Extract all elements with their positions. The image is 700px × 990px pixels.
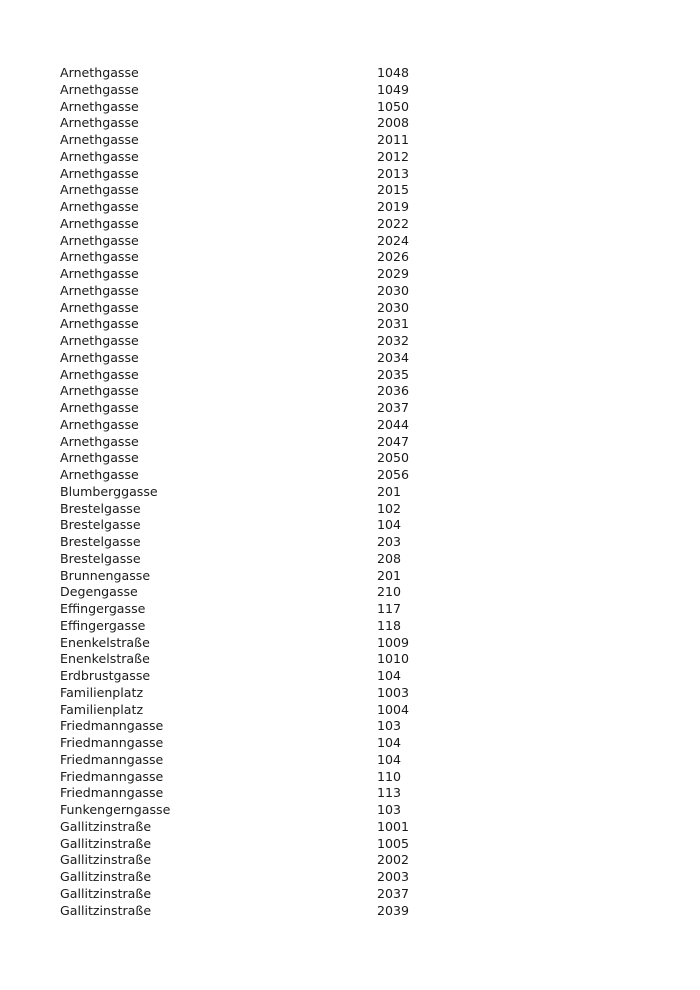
address-number: 2030 bbox=[377, 282, 410, 298]
address-number: 201 bbox=[377, 567, 402, 583]
list-row bbox=[60, 869, 460, 886]
street-name: Gallitzinstraße bbox=[60, 869, 152, 884]
street-name: Gallitzinstraße bbox=[60, 902, 152, 918]
address-number: 2031 bbox=[377, 316, 410, 332]
list-row bbox=[60, 618, 460, 635]
list-row bbox=[60, 350, 460, 367]
list-row bbox=[60, 283, 460, 300]
address-number: 1001 bbox=[377, 818, 410, 834]
list-row bbox=[60, 517, 460, 534]
street-name: Arnethgasse bbox=[60, 65, 139, 80]
list-row bbox=[60, 300, 460, 317]
street-name: Gallitzinstraße bbox=[60, 885, 152, 901]
street-name: Erdbrustgasse bbox=[60, 668, 151, 683]
list-row bbox=[60, 819, 460, 836]
list-row bbox=[60, 886, 460, 903]
street-name: Arnethgasse bbox=[60, 249, 139, 265]
list-row bbox=[60, 467, 460, 484]
list-row bbox=[60, 836, 460, 853]
street-name: Arnethgasse bbox=[60, 299, 139, 315]
street-name: Effingergasse bbox=[60, 601, 146, 616]
list-row bbox=[60, 718, 460, 735]
list-row bbox=[60, 702, 460, 719]
street-name: Brestelgasse bbox=[60, 550, 141, 566]
address-number: 2036 bbox=[377, 383, 410, 399]
address-number: 2044 bbox=[377, 416, 410, 432]
street-name: Familienplatz bbox=[60, 684, 144, 700]
address-number: 2037 bbox=[377, 885, 410, 901]
address-number: 2019 bbox=[377, 199, 410, 214]
list-row bbox=[60, 367, 460, 384]
street-name: Arnethgasse bbox=[60, 316, 139, 332]
list-row bbox=[60, 668, 460, 685]
list-row bbox=[60, 785, 460, 802]
address-number: 1048 bbox=[377, 65, 410, 80]
address-number: 2032 bbox=[377, 333, 410, 348]
address-number: 2037 bbox=[377, 400, 410, 415]
street-name: Arnethgasse bbox=[60, 215, 139, 231]
street-name: Gallitzinstraße bbox=[60, 835, 152, 851]
address-number: 2056 bbox=[377, 467, 410, 482]
street-name: Arnethgasse bbox=[60, 266, 139, 281]
list-row bbox=[60, 182, 460, 199]
list-row bbox=[60, 752, 460, 769]
address-number: 2029 bbox=[377, 266, 410, 281]
address-number: 117 bbox=[377, 601, 402, 616]
street-name: Arnethgasse bbox=[60, 400, 139, 415]
street-name: Arnethgasse bbox=[60, 232, 139, 248]
list-row bbox=[60, 601, 460, 618]
address-number: 2015 bbox=[377, 182, 410, 198]
address-number: 104 bbox=[377, 668, 402, 683]
address-number: 104 bbox=[377, 735, 402, 750]
street-name: Arnethgasse bbox=[60, 148, 139, 164]
list-row bbox=[60, 249, 460, 266]
list-row bbox=[60, 383, 460, 400]
list-row bbox=[60, 82, 460, 99]
address-number: 1010 bbox=[377, 651, 410, 667]
street-name: Brestelgasse bbox=[60, 500, 141, 516]
address-number: 104 bbox=[377, 751, 402, 767]
list-row bbox=[60, 551, 460, 568]
street-name: Funkengerngasse bbox=[60, 802, 171, 817]
list-row bbox=[60, 266, 460, 283]
street-name: Enenkelstraße bbox=[60, 651, 150, 667]
address-number: 2034 bbox=[377, 349, 410, 365]
street-name: Arnethgasse bbox=[60, 349, 139, 365]
list-row bbox=[60, 501, 460, 518]
address-number: 2008 bbox=[377, 115, 410, 131]
street-name: Arnethgasse bbox=[60, 416, 139, 432]
street-name: Arnethgasse bbox=[60, 115, 139, 131]
street-name: Friedmanngasse bbox=[60, 785, 164, 801]
list-row bbox=[60, 166, 460, 183]
list-row bbox=[60, 852, 460, 869]
street-name: Arnethgasse bbox=[60, 433, 139, 449]
address-number: 104 bbox=[377, 517, 402, 533]
street-name: Arnethgasse bbox=[60, 282, 139, 298]
list-row bbox=[60, 903, 460, 920]
address-number: 103 bbox=[377, 802, 402, 817]
street-name: Arnethgasse bbox=[60, 333, 139, 348]
street-name: Brunnengasse bbox=[60, 567, 151, 583]
list-row bbox=[60, 434, 460, 451]
street-name: Arnethgasse bbox=[60, 450, 139, 466]
address-number: 2026 bbox=[377, 249, 410, 265]
address-number: 2002 bbox=[377, 852, 410, 868]
street-name: Arnethgasse bbox=[60, 98, 139, 114]
address-number: 118 bbox=[377, 617, 402, 633]
list-row bbox=[60, 149, 460, 166]
list-row bbox=[60, 65, 460, 82]
address-number: 1009 bbox=[377, 634, 410, 650]
list-row bbox=[60, 333, 460, 350]
address-number: 110 bbox=[377, 768, 402, 784]
list-row bbox=[60, 316, 460, 333]
list-row bbox=[60, 450, 460, 467]
address-number: 2030 bbox=[377, 299, 410, 315]
list-row bbox=[60, 769, 460, 786]
address-number: 2013 bbox=[377, 165, 410, 181]
street-name: Gallitzinstraße bbox=[60, 818, 152, 834]
address-number: 1050 bbox=[377, 98, 410, 114]
list-row bbox=[60, 584, 460, 601]
street-name: Degengasse bbox=[60, 584, 138, 600]
address-number: 1005 bbox=[377, 835, 410, 851]
address-number: 1003 bbox=[377, 684, 410, 700]
street-name: Enenkelstraße bbox=[60, 634, 150, 650]
list-row bbox=[60, 199, 460, 216]
address-number: 201 bbox=[377, 483, 402, 499]
address-number: 210 bbox=[377, 584, 402, 600]
street-name: Arnethgasse bbox=[60, 199, 139, 214]
street-name: Brestelgasse bbox=[60, 517, 141, 533]
street-name: Friedmanngasse bbox=[60, 768, 164, 784]
street-name: Arnethgasse bbox=[60, 165, 139, 181]
list-row bbox=[60, 99, 460, 116]
address-number: 2050 bbox=[377, 450, 410, 466]
list-row bbox=[60, 735, 460, 752]
address-list bbox=[60, 65, 460, 919]
address-number: 1004 bbox=[377, 701, 410, 717]
address-number: 2035 bbox=[377, 366, 410, 382]
street-name: Arnethgasse bbox=[60, 383, 139, 399]
address-number: 203 bbox=[377, 534, 402, 549]
list-row bbox=[60, 233, 460, 250]
list-row bbox=[60, 651, 460, 668]
street-name: Brestelgasse bbox=[60, 534, 141, 549]
list-row bbox=[60, 534, 460, 551]
list-row bbox=[60, 417, 460, 434]
address-number: 103 bbox=[377, 718, 402, 734]
street-name: Arnethgasse bbox=[60, 467, 139, 482]
list-row bbox=[60, 115, 460, 132]
list-row bbox=[60, 132, 460, 149]
address-number: 102 bbox=[377, 500, 402, 516]
list-row bbox=[60, 568, 460, 585]
address-number: 113 bbox=[377, 785, 402, 801]
address-number: 2039 bbox=[377, 902, 410, 918]
list-row bbox=[60, 685, 460, 702]
street-name: Friedmanngasse bbox=[60, 735, 164, 750]
address-number: 208 bbox=[377, 550, 402, 566]
street-name: Gallitzinstraße bbox=[60, 852, 152, 868]
address-number: 2022 bbox=[377, 215, 410, 231]
address-number: 2047 bbox=[377, 433, 410, 449]
address-number: 2024 bbox=[377, 232, 410, 248]
address-number: 2011 bbox=[377, 132, 410, 147]
list-row bbox=[60, 802, 460, 819]
street-name: Arnethgasse bbox=[60, 366, 139, 382]
street-name: Friedmanngasse bbox=[60, 718, 164, 734]
street-name: Arnethgasse bbox=[60, 132, 139, 147]
street-name: Effingergasse bbox=[60, 617, 146, 633]
street-name: Familienplatz bbox=[60, 701, 144, 717]
street-name: Arnethgasse bbox=[60, 81, 139, 97]
list-row bbox=[60, 635, 460, 652]
street-name: Arnethgasse bbox=[60, 182, 139, 198]
street-name: Blumberggasse bbox=[60, 483, 158, 499]
list-row bbox=[60, 400, 460, 417]
address-number: 2012 bbox=[377, 148, 410, 164]
list-row bbox=[60, 216, 460, 233]
address-number: 1049 bbox=[377, 81, 410, 97]
list-row bbox=[60, 484, 460, 501]
address-number: 2003 bbox=[377, 869, 410, 884]
street-name: Friedmanngasse bbox=[60, 751, 164, 767]
